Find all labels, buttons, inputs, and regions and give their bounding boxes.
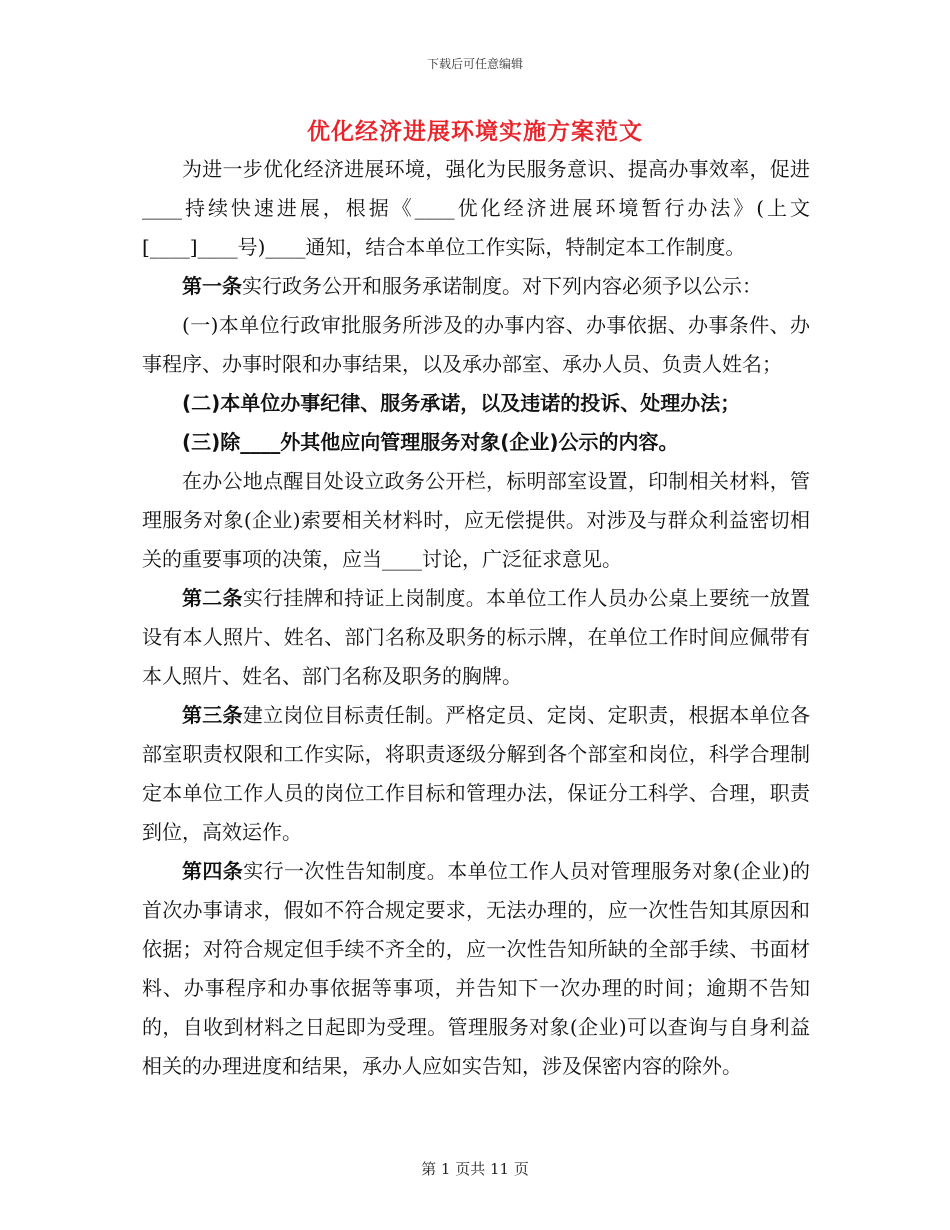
page-footer: 第 1 页共 11 页 [421, 1160, 529, 1178]
article-1-paragraph [142, 267, 810, 306]
article-2-label: 第二条 [182, 586, 243, 610]
page-header: 下载后可任意编辑 [426, 57, 523, 71]
article-2-paragraph [142, 579, 810, 696]
article-3-paragraph [142, 696, 810, 852]
article-1-text: 实行政务公开和服务承诺制度。对下列内容必须予以公示： [242, 274, 762, 298]
article-4-paragraph [142, 852, 810, 1086]
item-3-paragraph: (三)除____外其他应向管理服务对象(企业)公示的内容。 [182, 430, 679, 454]
bulletin-paragraph: 在办公地点醒目处设立政务公开栏，标明部室设置，印制相关材料，管理服务对象(企业)索要相关材料时，应无偿提供。对涉及与群众利益密切相关的重要事项的决策，应当____讨论，广泛征求意见。 [142, 469, 810, 571]
article-3-text: 建立岗位目标责任制。严格定员、定岗、定职责，根据本单位各部室职责权限和工作实际，将职责逐级分解到各个部室和岗位，科学合理制定本单位工作人员的岗位工作目标和管理办法，保证分工科学、合理，职责到位，高效运作。 [142, 703, 811, 844]
article-4-label: 第四条 [182, 859, 244, 883]
article-2-text: 实行挂牌和持证上岗制度。本单位工作人员办公桌上要统一放置设有本人照片、姓名、部门名称及职务的标示牌，在单位工作时间应佩带有本人照片、姓名、部门名称及职务的胸牌。 [142, 586, 811, 688]
document-title: 优化经济进展环境实施方案范文 [307, 119, 643, 145]
document-body [142, 150, 810, 1086]
item-1-paragraph: (一)本单位行政审批服务所涉及的办事内容、办事依据、办事条件、办事程序、办事时限和办事结果，以及承办部室、承办人员、负责人姓名； [142, 313, 810, 376]
item-2-paragraph: (二)本单位办事纪律、服务承诺，以及违诺的投诉、处理办法； [182, 391, 741, 415]
intro-paragraph: 为进一步优化经济进展环境，强化为民服务意识、提高办事效率，促进____持续快速进展，根据《____优化经济进展环境暂行办法》(上文[____]____号)____通知，结合本单位工作实际，特制定本工作制度。 [142, 157, 810, 259]
article-1-label: 第一条 [182, 274, 242, 298]
article-4-text: 实行一次性告知制度。本单位工作人员对管理服务对象(企业)的首次办事请求，假如不符合规定要求，无法办理的，应一次性告知其原因和依据；对符合规定但手续不齐全的，应一次性告知所缺的全部手续、书面材料、办事程序和办事依据等事项，并告知下一次办理的时间；逾期不告知的，自收到材料之日起即为受理。管理服务对象(企业)可以查询与自身利益相关的办理进度和结果，承办人应如实告知，涉及保密内容的除外。 [142, 859, 810, 1078]
article-3-label: 第三条 [182, 703, 243, 727]
